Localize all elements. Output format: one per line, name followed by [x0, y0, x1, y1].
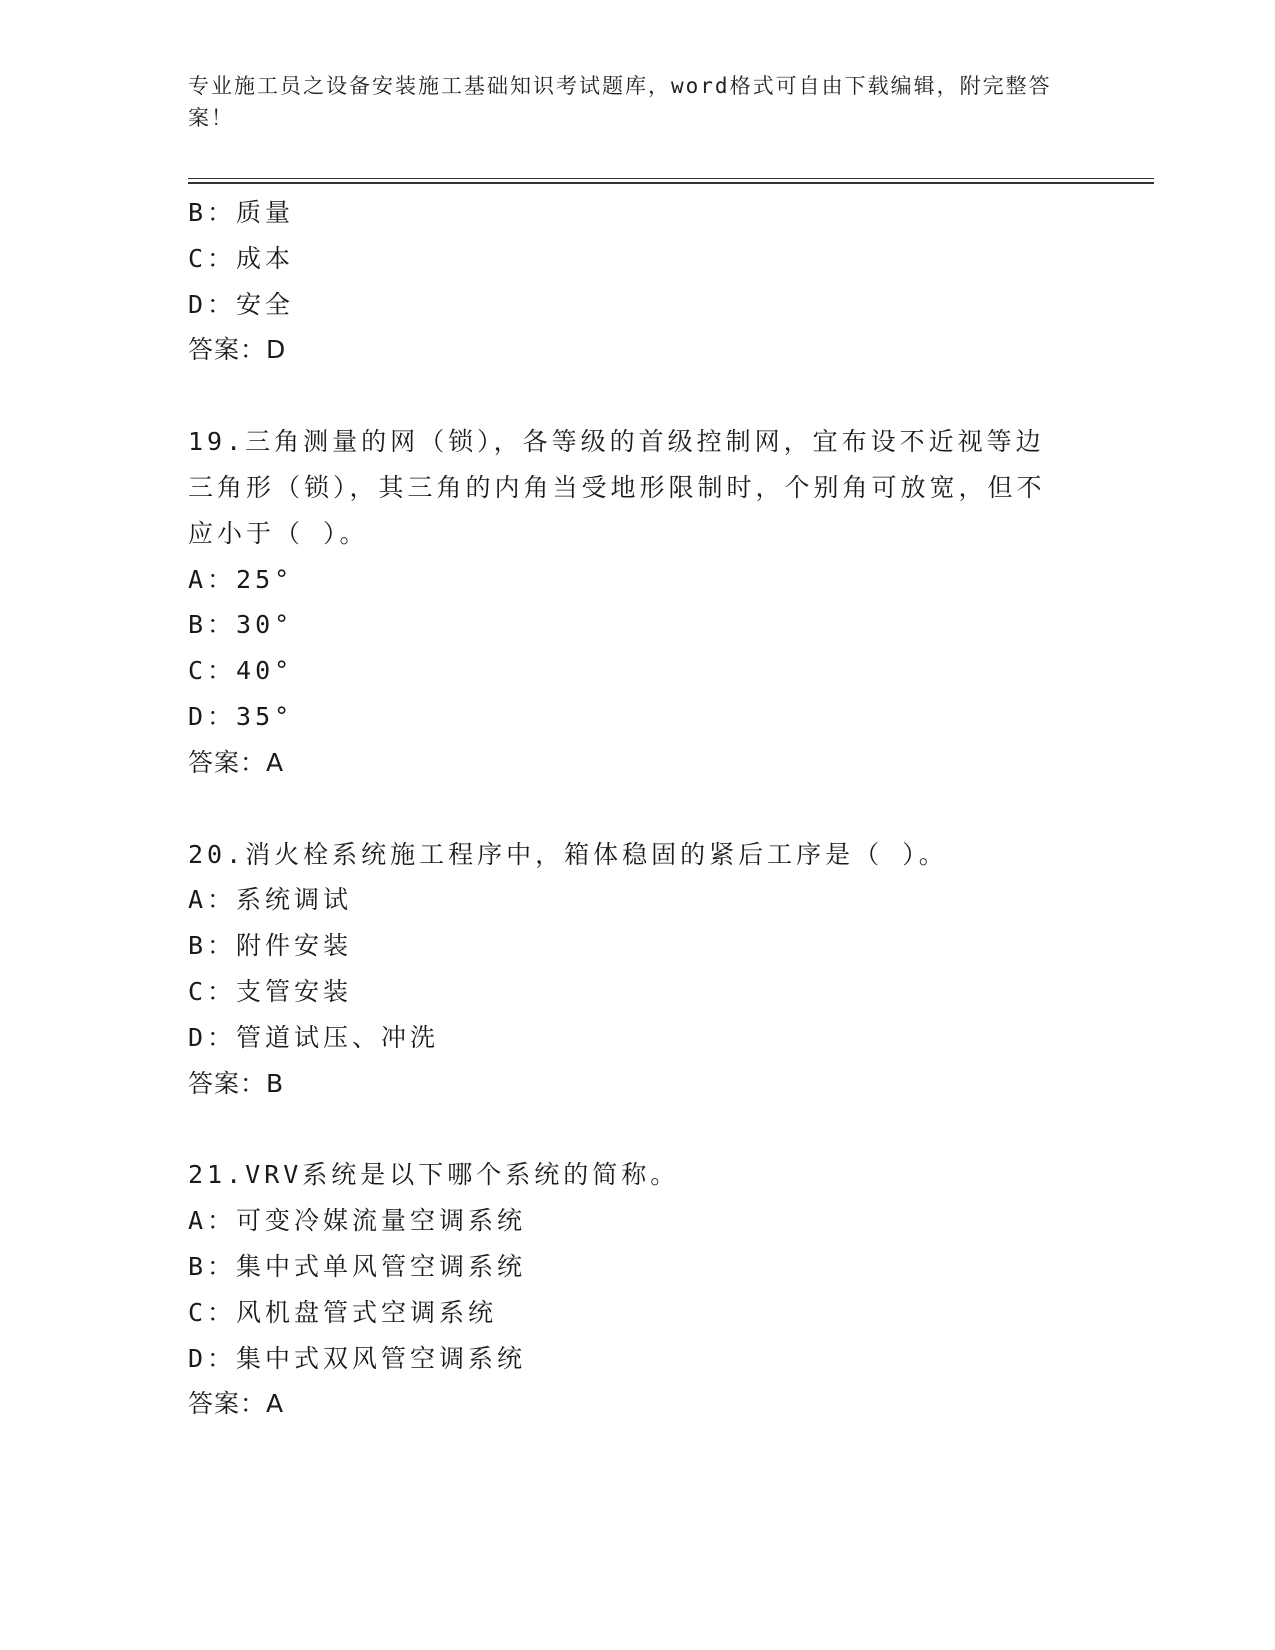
- question-stem: 20.消火栓系统施工程序中，箱体稳固的紧后工序是（ ）。: [188, 839, 948, 869]
- option-c: C：40°: [188, 656, 294, 686]
- question-21: [188, 1152, 1088, 1427]
- option-b: B：质量: [188, 198, 295, 227]
- option-c: C：支管安装: [188, 976, 353, 1006]
- spacer: [188, 1106, 1088, 1152]
- document-header: 专业施工员之设备安装施工基础知识考试题库，word格式可自由下载编辑，附完整答案！: [188, 74, 1052, 130]
- question-stem: 19.三角测量的网（锁），各等级的首级控制网，宜布设不近视等边三角形（锁），其三角的内角当受地形限制时，个别角可放宽，但不应小于（ ）。: [188, 427, 1046, 548]
- option-a: A：可变冷媒流量空调系统: [188, 1206, 527, 1236]
- answer-line: 答案：A: [188, 747, 285, 777]
- option-b: B：附件安装: [188, 931, 353, 961]
- question-list: [188, 190, 1088, 1427]
- option-d: D：安全: [188, 289, 295, 319]
- spacer: [188, 373, 1088, 419]
- question-20: [188, 832, 1088, 1107]
- answer-line: 答案：B: [188, 1068, 285, 1098]
- header-rule-top: [188, 178, 1154, 179]
- question-stem: 21.VRV系统是以下哪个系统的简称。: [188, 1160, 680, 1190]
- option-c: C：成本: [188, 243, 295, 273]
- answer-line: 答案：A: [188, 1389, 285, 1419]
- option-d: D：集中式双风管空调系统: [188, 1343, 527, 1373]
- header-rule-bottom: [188, 182, 1154, 184]
- option-d: D：管道试压、冲洗: [188, 1022, 440, 1052]
- option-d: D：35°: [188, 701, 294, 731]
- option-a: A：系统调试: [188, 885, 353, 915]
- option-b: B：集中式单风管空调系统: [188, 1251, 527, 1281]
- option-a: A：25°: [188, 564, 294, 594]
- spacer: [188, 786, 1088, 832]
- question-19: [188, 419, 1088, 785]
- option-b: B：30°: [188, 610, 294, 640]
- answer-line: 答案：D: [188, 335, 287, 365]
- question-18: [188, 190, 1088, 373]
- option-c: C：风机盘管式空调系统: [188, 1297, 498, 1327]
